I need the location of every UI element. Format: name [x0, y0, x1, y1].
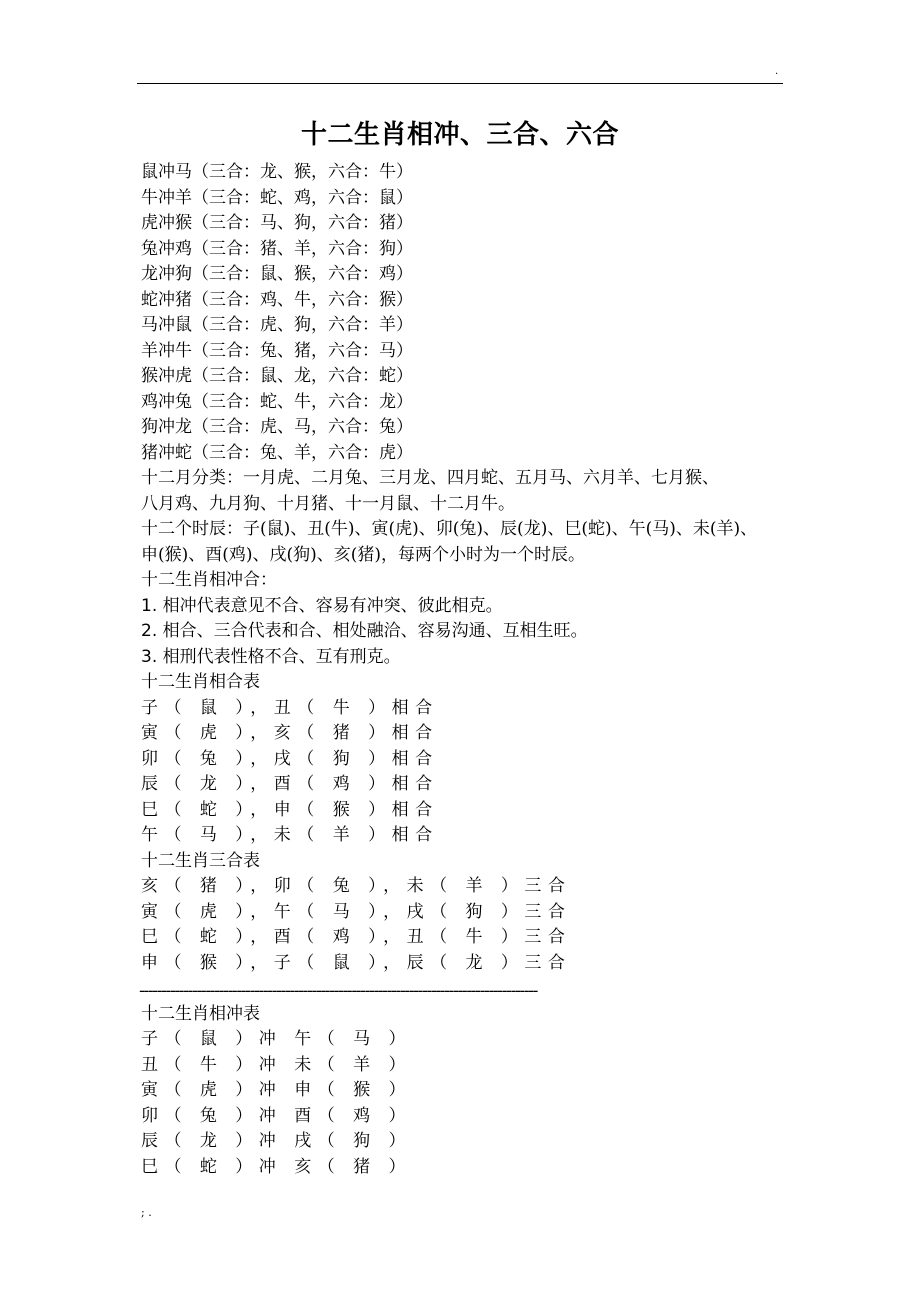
item-number: 1.	[141, 595, 158, 616]
item-text: 相刑代表性格不合、互有刑克。	[162, 646, 401, 667]
list-item: 兔冲鸡（三合：猪、羊，六合：狗）	[141, 238, 413, 259]
explain-heading: 十二生肖相冲合：	[141, 570, 277, 590]
list-item: 鸡冲兔（三合：蛇、牛，六合：龙）	[141, 391, 413, 412]
table-row: 丑（ 牛 ）冲 未（ 羊 ）	[141, 1054, 413, 1075]
table-row: 卯（ 兔 ）冲 酉（ 鸡 ）	[141, 1105, 413, 1126]
footer-mark: ; .	[141, 1206, 152, 1219]
item-number: 2.	[141, 621, 158, 641]
list-item: 猴冲虎（三合：鼠、龙，六合：蛇）	[141, 366, 413, 386]
table-row: 寅（ 虎 ），午（ 马 ），戌（ 狗 ）三合	[141, 901, 572, 922]
list-item: 鼠冲马（三合：龙、猴，六合：牛）	[141, 162, 413, 182]
hours-line-2: 申(猴)、酉(鸡)、戌(狗)、亥(猪)，每两个小时为一个时辰。	[141, 544, 586, 565]
liuhe-heading: 十二生肖相合表	[141, 672, 260, 692]
table-row: 巳（ 蛇 ）冲 亥（ 猪 ）	[141, 1156, 413, 1177]
months-line-2: 八月鸡、九月狗、十月猪、十一月鼠、十二月牛。	[141, 493, 515, 514]
list-item: 蛇冲猪（三合：鸡、牛，六合：猴）	[141, 289, 413, 310]
table-row: 子（ 鼠 ）冲 午（ 马 ）	[141, 1029, 413, 1049]
table-row: 巳（ 蛇 ），酉（ 鸡 ），丑（ 牛 ）三合	[141, 927, 572, 947]
list-item: 马冲鼠（三合：虎、狗，六合：羊）	[141, 315, 413, 335]
page-title: 十二生肖相冲、三合、六合	[300, 120, 619, 150]
table-row: 寅（ 虎 ）冲 申（ 猴 ）	[141, 1080, 413, 1100]
hours-line-1: 十二个时辰：子(鼠)、丑(牛)、寅(虎)、卯(兔)、辰(龙)、巳(蛇)、午(马)、未(羊)、	[141, 519, 758, 539]
table-row: 辰（ 龙 ），酉（ 鸡 ）相合	[141, 774, 439, 794]
table-row: 午（ 马 ），未（ 羊 ）相合	[141, 825, 439, 845]
table-row: 卯（ 兔 ），戌（ 狗 ）相合	[141, 748, 439, 769]
list-item: 虎冲猴（三合：马、狗，六合：猪）	[141, 213, 413, 233]
table-row: 申（ 猴 ），子（ 鼠 ），辰（ 龙 ）三合	[141, 952, 572, 973]
header-rule	[137, 83, 783, 84]
list-item: 猪冲蛇（三合：兔、羊，六合：虎）	[141, 442, 413, 463]
explain-item	[141, 594, 791, 620]
table-row: 亥（ 猪 ），卯（ 兔 ），未（ 羊 ）三合	[141, 876, 572, 896]
months-line-1: 十二月分类：一月虎、二月兔、三月龙、四月蛇、五月马、六月羊、七月猴、	[141, 468, 719, 488]
header-mark: .	[775, 66, 779, 77]
explain-item	[141, 645, 791, 671]
sanhe-heading: 十二生肖三合表	[141, 850, 260, 871]
item-text: 相冲代表意见不合、容易有冲突、彼此相克。	[162, 595, 503, 616]
explain-item	[141, 619, 791, 645]
xiangchong-heading: 十二生肖相冲表	[141, 1003, 260, 1024]
list-item: 羊冲牛（三合：兔、猪，六合：马）	[141, 340, 413, 361]
list-item: 狗冲龙（三合：虎、马，六合：兔）	[141, 417, 413, 437]
table-row: 寅（ 虎 ），亥（ 猪 ）相合	[141, 723, 439, 743]
list-item: 牛冲羊（三合：蛇、鸡，六合：鼠）	[141, 187, 413, 208]
item-number: 3.	[141, 646, 158, 667]
item-text: 相合、三合代表和合、相处融洽、容易沟通、互相生旺。	[162, 621, 588, 641]
dashed-divider: ------------------------------------------------------------------------------------------	[139, 981, 538, 1000]
table-row: 辰（ 龙 ）冲 戌（ 狗 ）	[141, 1131, 413, 1151]
list-item: 龙冲狗（三合：鼠、猴，六合：鸡）	[141, 264, 413, 284]
table-row: 子（ 鼠 ），丑（ 牛 ）相合	[141, 697, 439, 718]
table-row: 巳（ 蛇 ），申（ 猴 ）相合	[141, 799, 439, 820]
